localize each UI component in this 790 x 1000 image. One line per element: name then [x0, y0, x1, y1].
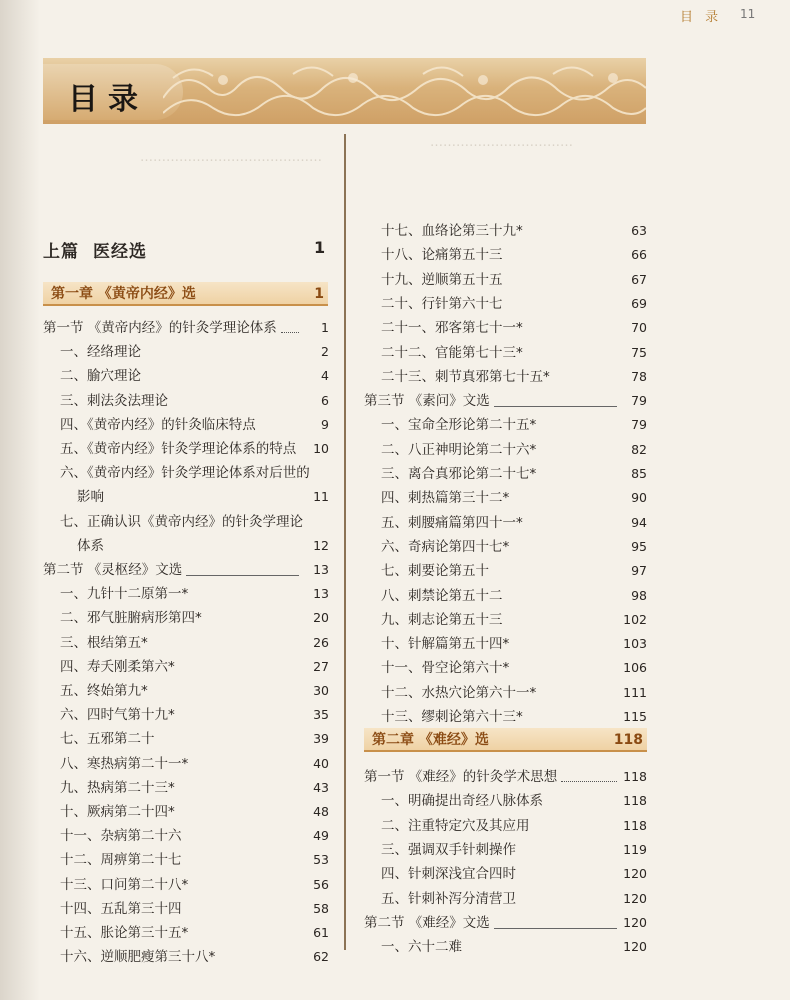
toc-entry[interactable] — [60, 754, 329, 774]
toc-page-number: 118 — [623, 793, 647, 809]
chapter-title: 第一章 《黄帝内经》选 — [51, 286, 196, 302]
toc-entry-title: 七、刺要论第五十 — [381, 563, 489, 580]
toc-entry-title: 二、注重特定穴及其应用 — [381, 817, 530, 834]
toc-entry[interactable] — [381, 367, 647, 387]
toc-entry[interactable] — [381, 561, 647, 581]
toc-page-number: 66 — [631, 247, 647, 263]
toc-entry[interactable] — [60, 584, 329, 604]
toc-entry-title: 六、奇病论第四十七* — [381, 538, 510, 555]
toc-entry-title: 第一节 《黄帝内经》的针灸学理论体系 — [43, 320, 277, 336]
toc-entry-title: 三、刺法灸法理论 — [60, 392, 168, 409]
toc-entry-title: 第二节 《难经》文选 — [364, 914, 490, 931]
toc-entry-title: 四、针刺深浅宜合四时 — [381, 866, 516, 883]
toc-entry-title: 九、热病第二十三* — [60, 779, 175, 796]
toc-entry[interactable] — [381, 864, 647, 884]
toc-entry-title: 二十一、邪客第七十一* — [381, 320, 523, 337]
toc-entry[interactable] — [60, 681, 329, 701]
toc-page-number: 97 — [631, 563, 647, 579]
toc-page-number: 119 — [623, 841, 647, 857]
toc-page-number: 2 — [321, 344, 329, 360]
toc-entry-title: 第一节 《难经》的针灸学术思想 — [364, 769, 558, 785]
toc-entry-title: 五、终始第九* — [60, 683, 148, 699]
toc-entry-title: 一、经络理论 — [60, 344, 141, 361]
toc-entry-title: 十九、逆顺第五十五 — [381, 271, 503, 288]
toc-page-number: 27 — [313, 658, 329, 674]
toc-page-number: 63 — [631, 223, 647, 238]
chapter-title: 第二章 《难经》选 — [372, 732, 489, 748]
toc-entry[interactable] — [381, 683, 647, 703]
toc-entry-title: 第三节 《素问》文选 — [364, 393, 490, 410]
toc-section-entry[interactable] — [364, 767, 647, 787]
toc-section-rule — [186, 575, 299, 576]
toc-entry[interactable] — [381, 816, 647, 836]
toc-entry[interactable] — [60, 729, 329, 749]
toc-page-number: 98 — [631, 587, 647, 603]
toc-entry-title: 十四、五乱第三十四 — [60, 900, 182, 917]
toc-entry-title: 五、《黄帝内经》针灸学理论体系的特点 — [60, 441, 297, 457]
toc-page-number: 49 — [313, 828, 329, 844]
toc-entry-title: 八、寒热病第二十一* — [60, 755, 189, 772]
toc-entry-title: 十二、水热穴论第六十一* — [381, 684, 537, 701]
toc-entry-title: 二十二、官能第七十三* — [381, 344, 523, 361]
toc-page-number: 79 — [631, 393, 647, 409]
toc-entry[interactable] — [381, 294, 647, 314]
toc-section-entry[interactable] — [364, 391, 647, 411]
toc-entry[interactable] — [381, 707, 647, 727]
part-name: 医经选 — [93, 242, 147, 262]
toc-entry[interactable] — [381, 245, 647, 265]
toc-section-entry[interactable] — [364, 913, 647, 933]
toc-entry-title: 一、六十二难 — [381, 939, 462, 956]
part-label: 上篇 — [43, 242, 79, 262]
toc-section-entry[interactable] — [43, 560, 329, 580]
toc-entry[interactable] — [60, 899, 329, 919]
toc-page-number: 94 — [631, 514, 647, 530]
toc-page-number: 48 — [313, 804, 329, 819]
toc-entry-title: 十八、论痛第五十三 — [381, 247, 503, 264]
toc-page-number: 75 — [631, 344, 647, 360]
toc-leader-dots — [561, 767, 617, 782]
toc-entry[interactable] — [60, 802, 329, 822]
toc-page-number: 13 — [313, 562, 329, 577]
toc-page-number: 115 — [623, 709, 647, 724]
toc-page-number: 61 — [313, 925, 329, 940]
toc-page-number: 13 — [313, 586, 329, 602]
running-head-title: 目 录 — [680, 10, 723, 25]
toc-entry[interactable] — [60, 923, 329, 943]
toc-section-rule — [494, 406, 617, 407]
toc-entry-title: 四、刺热篇第三十二* — [381, 490, 510, 507]
page-gutter-shadow — [0, 0, 40, 1000]
toc-page-number: 90 — [631, 490, 647, 506]
column-divider — [344, 134, 346, 950]
toc-entry-title: 七、五邪第二十 — [60, 731, 155, 748]
toc-page-number: 118 — [623, 769, 647, 784]
toc-page-number: 120 — [623, 866, 647, 882]
toc-entry[interactable] — [60, 875, 329, 895]
toc-entry[interactable] — [60, 778, 329, 798]
toc-entry-title: 二十、行针第六十七 — [381, 295, 503, 312]
toc-page-number: 62 — [313, 949, 329, 965]
toc-entry-title: 十三、缪刺论第六十三* — [381, 709, 523, 725]
toc-page-number: 11 — [313, 489, 329, 505]
part-heading — [43, 237, 147, 262]
toc-entry-title: 八、刺禁论第五十二 — [381, 587, 503, 604]
toc-entry-title: 十一、骨空论第六十* — [381, 660, 510, 677]
toc-entry-title: 五、刺腰痛篇第四十一* — [381, 514, 523, 531]
toc-page-number: 26 — [313, 634, 329, 650]
toc-page-number: 120 — [623, 890, 647, 906]
toc-entry[interactable] — [381, 586, 647, 606]
toc-section-entry[interactable] — [43, 318, 329, 338]
toc-entry-title: 一、九针十二原第一* — [60, 586, 189, 603]
toc-entry-title: 四、寿夭刚柔第六* — [60, 658, 175, 675]
toc-page-number: 70 — [631, 320, 647, 336]
toc-entry-title: 五、针刺补泻分清营卫 — [381, 890, 516, 907]
toc-page-number: 6 — [321, 392, 329, 408]
toc-page-number: 56 — [313, 876, 329, 892]
toc-entry[interactable] — [60, 657, 329, 677]
toc-page-number: 102 — [623, 611, 647, 627]
toc-page-number: 39 — [313, 731, 329, 747]
toc-entry[interactable] — [381, 415, 647, 435]
toc-page-number: 1 — [321, 320, 329, 335]
toc-entry[interactable] — [381, 221, 647, 241]
toc-page-number: 9 — [321, 416, 329, 432]
toc-page-number: 43 — [313, 779, 329, 795]
toc-entry[interactable] — [381, 634, 647, 654]
toc-entry-title: 第二节 《灵枢经》文选 — [43, 562, 183, 578]
toc-entry[interactable] — [60, 415, 329, 435]
toc-page-number: 69 — [631, 295, 647, 311]
chapter-heading-bar[interactable] — [43, 282, 328, 306]
toc-page-number: 30 — [313, 683, 329, 698]
toc-entry-title: 体系 — [77, 537, 104, 554]
toc-page-number: 95 — [631, 538, 647, 554]
toc-entry[interactable] — [60, 366, 329, 386]
toc-entry-title: 三、根结第五* — [60, 634, 148, 651]
toc-entry[interactable] — [77, 536, 329, 556]
toc-page-number: 40 — [313, 755, 329, 771]
toc-page-number: 67 — [631, 271, 647, 287]
toc-entry-title: 十、针解篇第五十四* — [381, 636, 510, 653]
toc-entry-title: 十二、周痹第二十七 — [60, 852, 182, 869]
toc-page-number: 120 — [623, 939, 647, 955]
toc-entry[interactable] — [60, 391, 329, 411]
toc-page-number: 85 — [631, 466, 647, 481]
toc-entry[interactable] — [77, 487, 329, 507]
toc-entry[interactable] — [60, 439, 329, 459]
chapter-page-number: 118 — [613, 732, 643, 748]
toc-entry-title: 影响 — [77, 489, 104, 506]
toc-entry-title: 一、宝命全形论第二十五* — [381, 417, 537, 434]
toc-entry[interactable] — [381, 537, 647, 557]
toc-page-number: 79 — [631, 417, 647, 433]
toc-entry[interactable] — [60, 463, 329, 483]
toc-entry[interactable] — [60, 512, 329, 532]
toc-entry-title: 二、腧穴理论 — [60, 368, 141, 385]
toc-page-number: 12 — [313, 537, 329, 553]
wave-pattern-icon — [163, 58, 646, 124]
toc-entry[interactable] — [60, 342, 329, 362]
toc-leader-dots — [281, 318, 299, 333]
toc-section-rule — [494, 928, 617, 929]
toc-entry-title: 九、刺志论第五十三 — [381, 611, 503, 628]
toc-entry[interactable] — [60, 608, 329, 628]
toc-entry[interactable] — [60, 705, 329, 725]
toc-entry[interactable] — [381, 889, 647, 909]
show-through-text: …………………………………… — [140, 150, 322, 165]
toc-entry[interactable] — [381, 488, 647, 508]
running-head-page-number: 11 — [740, 7, 756, 21]
toc-entry[interactable] — [60, 633, 329, 653]
toc-page-number: 106 — [623, 660, 647, 676]
toc-page-number: 118 — [623, 817, 647, 833]
chapter-heading-bar[interactable] — [364, 728, 647, 752]
toc-page-number: 53 — [313, 852, 329, 868]
toc-entry[interactable] — [381, 270, 647, 290]
toc-page-number: 4 — [321, 368, 329, 384]
toc-entry[interactable] — [60, 947, 329, 967]
toc-entry[interactable] — [381, 937, 647, 957]
toc-entry[interactable] — [381, 513, 647, 533]
toc-entry-title: 十五、胀论第三十五* — [60, 925, 189, 941]
part-page-number: 1 — [314, 238, 326, 257]
toc-entry-title: 六、四时气第十九* — [60, 707, 175, 724]
toc-entry-title: 二、邪气脏腑病形第四* — [60, 610, 202, 627]
toc-entry[interactable] — [381, 440, 647, 460]
toc-page-number: 10 — [313, 441, 329, 456]
toc-page-number: 120 — [623, 914, 647, 930]
toc-entry-title: 十、厥病第二十四* — [60, 804, 175, 820]
toc-entry-title: 三、强调双手针刺操作 — [381, 841, 516, 858]
show-through-text: …………………………… — [430, 135, 573, 150]
toc-page-number: 103 — [623, 636, 647, 652]
toc-entry-title: 六、《黄帝内经》针灸学理论体系对后世的 — [60, 465, 310, 482]
toc-entry-title: 四、《黄帝内经》的针灸临床特点 — [60, 416, 256, 433]
toc-page-number: 20 — [313, 610, 329, 626]
toc-entry[interactable] — [381, 464, 647, 484]
toc-entry-title: 二、八正神明论第二十六* — [381, 441, 537, 458]
toc-page-number: 35 — [313, 707, 329, 723]
toc-entry-title: 十六、逆顺肥瘦第三十八* — [60, 949, 216, 966]
toc-page-number: 82 — [631, 441, 647, 457]
toc-page-number: 58 — [313, 900, 329, 916]
toc-entry-title: 三、离合真邪论第二十七* — [381, 466, 537, 482]
toc-page-number: 78 — [631, 368, 647, 384]
toc-entry[interactable] — [381, 658, 647, 678]
toc-entry-title: 十三、口问第二十八* — [60, 876, 189, 893]
page-title: 目录 — [68, 82, 148, 117]
toc-entry[interactable] — [381, 840, 647, 860]
toc-entry-title: 十七、血络论第三十九* — [381, 223, 523, 239]
toc-entry-title: 十一、杂病第二十六 — [60, 828, 182, 845]
toc-entry[interactable] — [381, 791, 647, 811]
toc-entry-title: 七、正确认识《黄帝内经》的针灸学理论 — [60, 513, 303, 530]
toc-entry[interactable] — [381, 610, 647, 630]
toc-entry[interactable] — [381, 318, 647, 338]
toc-entry-title: 二十三、刺节真邪第七十五* — [381, 368, 550, 385]
toc-entry-title: 一、明确提出奇经八脉体系 — [381, 793, 543, 810]
toc-page-number: 111 — [623, 684, 647, 700]
chapter-page-number: 1 — [314, 286, 324, 302]
toc-entry[interactable] — [60, 826, 329, 846]
toc-entry[interactable] — [381, 343, 647, 363]
toc-entry[interactable] — [60, 850, 329, 870]
